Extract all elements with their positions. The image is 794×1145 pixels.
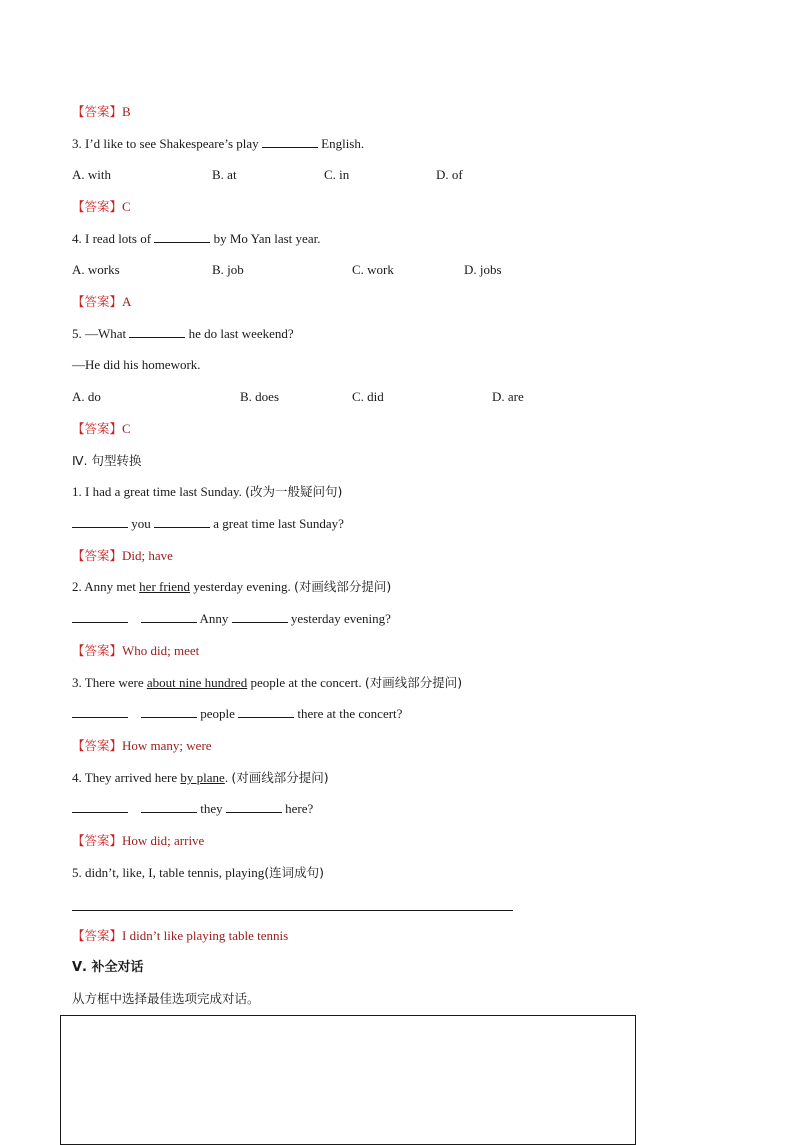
instruction-note: (连词成句) bbox=[264, 865, 324, 880]
question-text: 4. I read lots of bbox=[72, 231, 155, 246]
blank-text: here? bbox=[281, 801, 314, 816]
transform-4 bbox=[72, 769, 329, 787]
answer-blank[interactable] bbox=[129, 325, 185, 338]
option-c[interactable]: C. in bbox=[324, 167, 350, 182]
option-c[interactable]: C. did bbox=[352, 389, 384, 404]
question-text: 3. There were bbox=[72, 675, 147, 690]
blank-text: there at the concert? bbox=[294, 706, 403, 721]
question-5 bbox=[72, 325, 294, 343]
option-c[interactable]: C. work bbox=[352, 262, 394, 277]
answer-label: 【答案】 bbox=[72, 738, 123, 753]
answer-blank[interactable] bbox=[232, 610, 288, 623]
underlined-text: her friend bbox=[139, 579, 191, 594]
question-text: 2. Anny met bbox=[72, 579, 140, 594]
instruction-note: (改为一般疑问句) bbox=[245, 484, 343, 499]
answer-line[interactable] bbox=[72, 910, 513, 911]
section-5-title: Ⅴ. 补全对话 bbox=[72, 960, 144, 975]
answer-4 bbox=[72, 293, 131, 311]
answer-s2 bbox=[72, 642, 199, 660]
answer-blank[interactable] bbox=[141, 705, 197, 718]
question-3 bbox=[72, 135, 364, 153]
option-b[interactable]: B. job bbox=[212, 262, 244, 277]
answer-label: 【答案】 bbox=[72, 643, 123, 658]
blank-text: they bbox=[197, 801, 226, 816]
answer-blank[interactable] bbox=[72, 515, 128, 528]
answer-blank[interactable] bbox=[262, 135, 318, 148]
question-text: by Mo Yan last year. bbox=[210, 231, 321, 246]
question-text: 5. didn’t, like, I, table tennis, playing bbox=[72, 865, 265, 880]
question-text: 5. —What bbox=[72, 326, 130, 341]
answer-blank[interactable] bbox=[141, 610, 197, 623]
blank-text: you bbox=[128, 516, 154, 531]
underlined-text: about nine hundred bbox=[146, 675, 248, 690]
option-d[interactable]: D. jobs bbox=[464, 262, 502, 277]
answer-label: 【答案】 bbox=[72, 104, 123, 119]
answer-blank[interactable] bbox=[226, 800, 282, 813]
answer-value: A bbox=[122, 294, 132, 309]
question-text: yesterday evening. bbox=[190, 579, 295, 594]
answer-value: Did; have bbox=[122, 548, 173, 563]
underlined-text: by plane bbox=[180, 770, 225, 785]
answer-value: C bbox=[122, 421, 131, 436]
transform-3-blanks bbox=[72, 705, 402, 723]
blank-text: yesterday evening? bbox=[287, 611, 391, 626]
answer-blank[interactable] bbox=[72, 705, 128, 718]
option-b[interactable]: B. at bbox=[212, 167, 237, 182]
option-d[interactable]: D. of bbox=[436, 167, 463, 182]
section-5-instruction: 从方框中选择最佳选项完成对话。 bbox=[72, 991, 260, 1006]
answer-value: How did; arrive bbox=[122, 833, 205, 848]
question-text: English. bbox=[317, 136, 365, 151]
transform-5 bbox=[72, 864, 324, 882]
question-text: he do last weekend? bbox=[185, 326, 294, 341]
answer-blank[interactable] bbox=[154, 515, 210, 528]
instruction-note: (对画线部分提问) bbox=[231, 770, 329, 785]
blank-text: Anny bbox=[197, 611, 232, 626]
transform-3 bbox=[72, 674, 462, 692]
blank-text: a great time last Sunday? bbox=[210, 516, 344, 531]
answer-label: 【答案】 bbox=[72, 294, 123, 309]
option-d[interactable]: D. are bbox=[492, 389, 524, 404]
answer-label: 【答案】 bbox=[72, 548, 123, 563]
answer-value: How many; were bbox=[122, 738, 212, 753]
answer-label: 【答案】 bbox=[72, 421, 123, 436]
answer-value: Who did; meet bbox=[122, 643, 200, 658]
answer-3 bbox=[72, 198, 131, 216]
transform-2 bbox=[72, 578, 391, 596]
answer-blank[interactable] bbox=[238, 705, 294, 718]
instruction-note: (对画线部分提问) bbox=[364, 675, 463, 690]
answer-s3 bbox=[72, 737, 212, 755]
answer-label: 【答案】 bbox=[72, 833, 123, 848]
transform-1 bbox=[72, 483, 342, 501]
answer-s1 bbox=[72, 547, 173, 565]
answer-blank[interactable] bbox=[72, 800, 128, 813]
answer-value: B bbox=[122, 104, 131, 119]
answer-value: C bbox=[122, 199, 131, 214]
transform-1-blanks bbox=[72, 515, 344, 533]
transform-2-blanks bbox=[72, 610, 391, 628]
answer-s4 bbox=[72, 832, 204, 850]
question-text: 3. I’d like to see Shakespeare’s play bbox=[72, 136, 262, 151]
answer-blank[interactable] bbox=[72, 610, 128, 623]
transform-4-blanks bbox=[72, 800, 313, 818]
question-text: 4. They arrived here bbox=[72, 770, 181, 785]
option-box bbox=[60, 1015, 636, 1145]
option-a[interactable]: A. works bbox=[72, 262, 120, 277]
question-text: . bbox=[224, 770, 232, 785]
blank-text: people bbox=[197, 706, 239, 721]
section-4-title: Ⅳ. 句型转换 bbox=[72, 453, 142, 468]
question-text: 1. I had a great time last Sunday. bbox=[72, 484, 246, 499]
option-b[interactable]: B. does bbox=[240, 389, 279, 404]
answer-label: 【答案】 bbox=[72, 928, 123, 943]
question-text: people at the concert. bbox=[247, 675, 365, 690]
answer-blank[interactable] bbox=[141, 800, 197, 813]
answer-s5 bbox=[72, 927, 288, 945]
answer-2 bbox=[72, 103, 131, 121]
instruction-note: (对画线部分提问) bbox=[294, 579, 392, 594]
option-a[interactable]: A. with bbox=[72, 167, 111, 182]
option-a[interactable]: A. do bbox=[72, 389, 101, 404]
answer-label: 【答案】 bbox=[72, 199, 123, 214]
question-4 bbox=[72, 230, 320, 248]
question-5-reply: —He did his homework. bbox=[72, 357, 201, 372]
answer-blank[interactable] bbox=[154, 230, 210, 243]
answer-5 bbox=[72, 420, 131, 438]
answer-value: I didn’t like playing table tennis bbox=[122, 928, 289, 943]
